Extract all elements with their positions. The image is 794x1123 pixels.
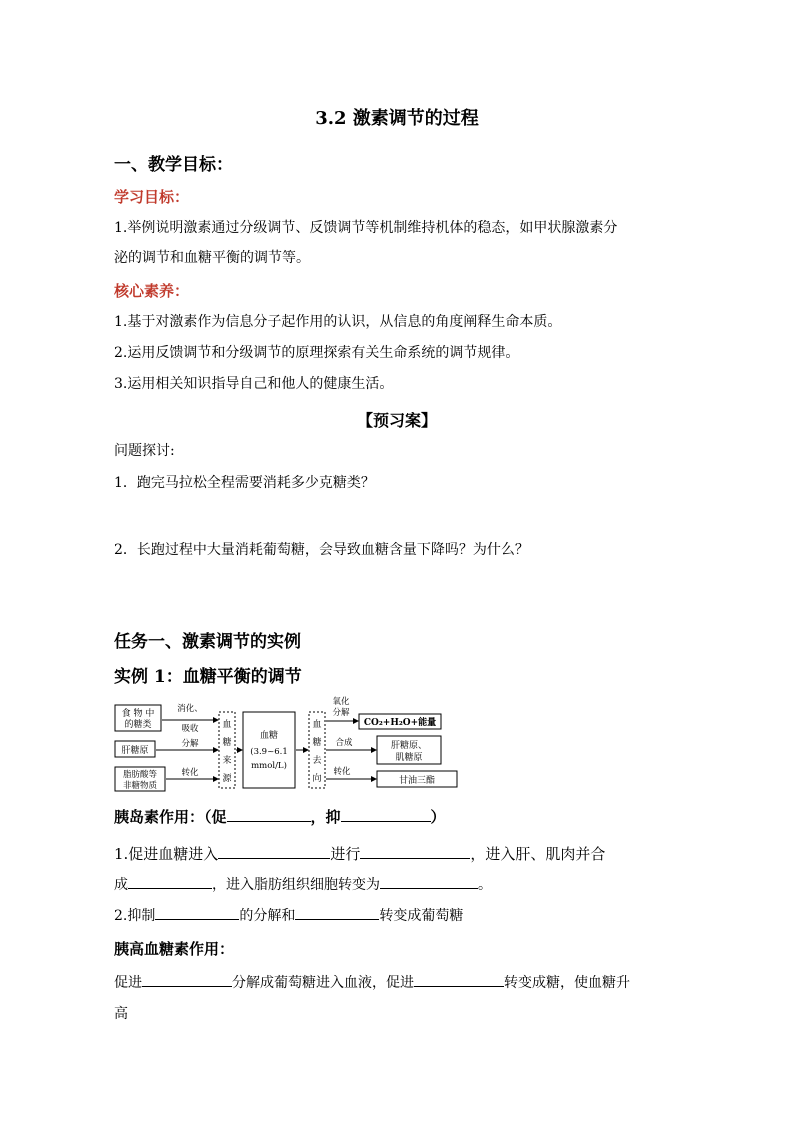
insulin-line2-b: ，进入脂肪组织细胞转变为: [212, 877, 380, 893]
source-liver-glycogen: 肝糖原: [121, 746, 149, 756]
sink-bar-char-2: 糖: [312, 738, 322, 748]
glucagon-heading: 胰高血糖素作用：: [114, 940, 235, 958]
arrow-nonsugar-label: 转化: [181, 768, 199, 778]
core-item-3: 3.运用相关知识指导自己和他人的健康生活。: [114, 376, 394, 392]
source-bar-char-2: 糖: [222, 738, 232, 748]
source-bar-char-1: 血: [222, 720, 232, 730]
arrow-synthesis-label: 合成: [335, 738, 353, 748]
insulin-line-3: [114, 905, 463, 925]
blank-insulin-promote[interactable]: [227, 807, 311, 822]
arrow-food-label-1: 消化、: [177, 704, 203, 714]
blank-2[interactable]: [360, 844, 470, 859]
insulin-line1-b: 进行: [330, 845, 361, 863]
insulin-heading-c: ）: [430, 808, 446, 826]
learning-goal-line-1: 1.举例说明激素通过分级调节、反馈调节等机制维持机体的稳态，如甲状腺激素分: [114, 220, 618, 236]
core-item-2: 2.运用反馈调节和分级调节的原理探索有关生命系统的调节规律。: [114, 345, 520, 361]
sink-triglyceride: 甘油三酯: [398, 776, 436, 786]
example1-heading: 实例 1：血糖平衡的调节: [114, 667, 302, 687]
glucagon-line-2: 高: [114, 1006, 128, 1022]
insulin-line3-a: 2.抑制: [114, 908, 156, 924]
arrow-oxidation-label-1: 氧化: [332, 697, 350, 707]
glucagon-line1-c: 转变成糖，使血糖升: [504, 975, 630, 991]
source-nonsugar-line1: 脂肪酸等: [122, 770, 158, 780]
question-label: 问题探讨:: [114, 443, 175, 459]
insulin-line3-b: 的分解和: [239, 908, 296, 924]
page-title: 3.2 激素调节的过程: [315, 108, 479, 129]
center-range-1: (3.9~6.1: [250, 747, 288, 757]
insulin-heading-a: 胰岛素作用：（促: [114, 808, 227, 826]
source-bar-char-4: 源: [222, 774, 232, 784]
insulin-line2-a: 成: [114, 877, 128, 893]
blank-8[interactable]: [414, 972, 504, 987]
sink-energy: CO₂+H₂O+能量: [363, 718, 437, 728]
arrow-conversion-label: 转化: [333, 767, 351, 777]
glucagon-line1-b: 分解成葡萄糖进入血液，促进: [232, 975, 414, 991]
insulin-line2-c: 。: [478, 877, 492, 893]
preview-heading: 【预习案】: [356, 411, 437, 430]
source-nonsugar-line2: 非糖物质: [122, 781, 158, 791]
sink-bar-char-1: 血: [312, 720, 322, 730]
blank-4[interactable]: [380, 874, 478, 889]
glucagon-line1-a: 促进: [114, 975, 142, 991]
insulin-line-1: [114, 843, 605, 864]
source-bar-char-3: 来: [222, 756, 232, 766]
blank-7[interactable]: [142, 972, 232, 987]
task1-heading: 任务一、激素调节的实例: [114, 632, 301, 652]
blank-insulin-inhibit[interactable]: [341, 807, 431, 822]
blank-6[interactable]: [295, 905, 379, 920]
source-food-line1: 食 物 中: [121, 709, 155, 719]
blank-3[interactable]: [128, 874, 212, 889]
arrow-oxidation-label-2: 分解: [332, 708, 350, 718]
center-range-2: mmol/L): [251, 761, 287, 771]
blank-5[interactable]: [155, 905, 239, 920]
sink-glycogen-line1: 肝糖原、: [390, 741, 428, 751]
core-item-1: 1.基于对激素作为信息分子起作用的认识，从信息的角度阐释生命本质。: [114, 314, 562, 330]
insulin-line-2: [114, 874, 492, 894]
question-2: 2．长跑过程中大量消耗葡萄糖，会导致血糖含量下降吗？为什么？: [114, 542, 529, 558]
sink-bar-char-3: 去: [312, 756, 322, 766]
sink-glycogen-line2: 肌糖原: [395, 753, 423, 763]
insulin-line3-c: 转变成葡萄糖: [379, 908, 464, 924]
arrow-glycogen-label: 分解: [181, 739, 199, 749]
blood-glucose-diagram: [114, 695, 464, 795]
blank-1[interactable]: [218, 844, 330, 859]
arrow-food-label-2: 吸收: [181, 724, 199, 734]
center-label: 血糖: [259, 731, 279, 741]
insulin-line1-a: 1.促进血糖进入: [114, 845, 219, 863]
insulin-heading: [114, 806, 446, 827]
question-1: 1．跑完马拉松全程需要消耗多少克糖类？: [114, 475, 375, 491]
core-literacy-heading: 核心素养：: [114, 282, 190, 300]
section-heading-objectives: 一、教学目标：: [114, 155, 233, 175]
insulin-heading-b: ，抑: [310, 808, 341, 826]
sink-bar-char-4: 向: [312, 774, 322, 784]
learning-goal-heading: 学习目标：: [114, 188, 190, 206]
source-food-line2: 的糖类: [124, 720, 152, 730]
glucagon-line-1: [114, 972, 630, 992]
learning-goal-line-2: 泌的调节和血糖平衡的调节等。: [114, 250, 310, 266]
insulin-line1-c: ，进入肝、肌肉并合: [470, 845, 606, 863]
